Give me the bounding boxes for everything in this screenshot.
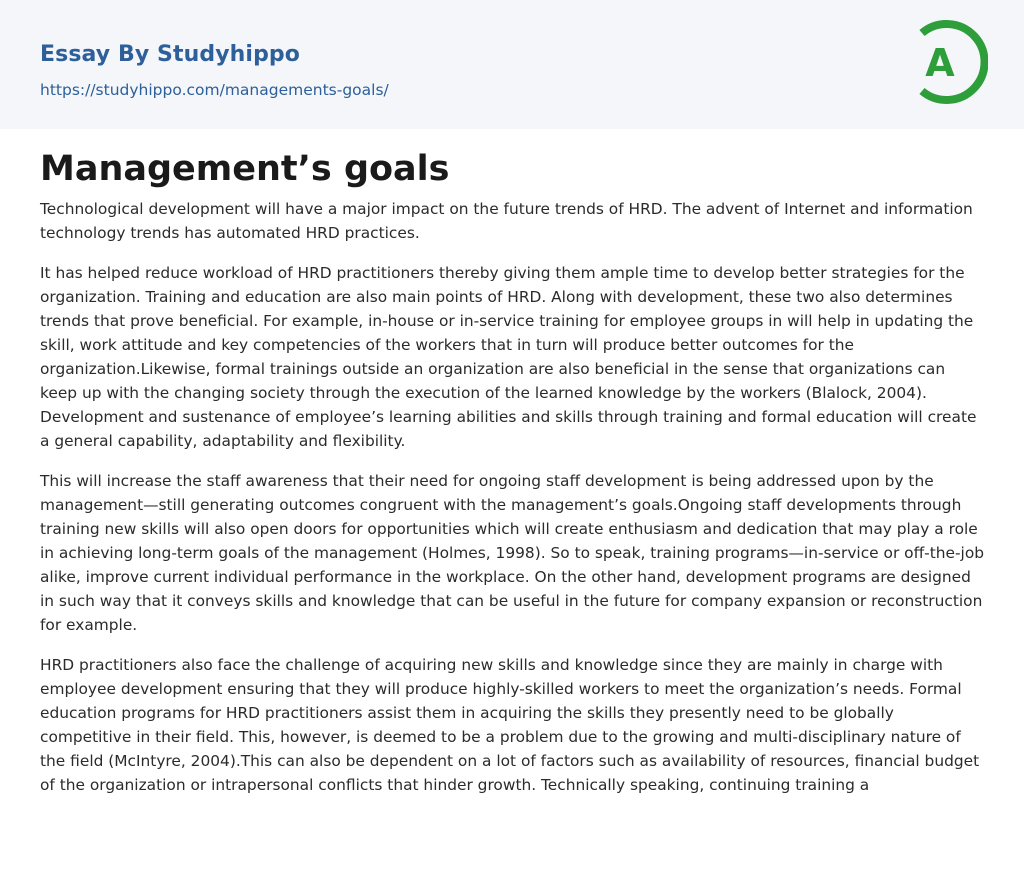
page-url-link[interactable]: https://studyhippo.com/managements-goals/ <box>40 81 389 99</box>
article-paragraph: Technological development will have a major impact on the future trends of HRD. The advent of Internet and information technology trends has automated HRD practices. <box>40 200 973 242</box>
site-header <box>0 0 1024 129</box>
studyhippo-logo-icon[interactable] <box>912 19 988 105</box>
brand-title: Essay By Studyhippo <box>40 42 300 67</box>
article-paragraph: HRD practitioners also face the challenge of acquiring new skills and knowledge since they are mainly in charge with employee development ensuring that they will produce highly-skilled workers to meet the organization’s needs. Formal education programs for HRD practitioners assist them in acquiring the skills they presently need to be globally competitive in their field. This, however, is deemed to be a problem due to the growing and multi-disciplinary nature of the field (McIntyre, 2004).This can also be dependent on a lot of factors such as availability of resources, financial budget of the organization or intrapersonal conflicts that hinder growth. Technically speaking, continuing training a <box>40 656 980 794</box>
article-paragraph: This will increase the staff awareness that their need for ongoing staff development is being addressed upon by the management—still generating outcomes congruent with the management’s goals.Ongoing staff developments through training new skills will also open doors for opportunities which will create enthusiasm and dedication that may play a role in achieving long-term goals of the management (Holmes, 1998). So to speak, training programs—in-service or off-the-job alike, improve current individual performance in the workplace. On the other hand, development programs are designed in such way that it conveys skills and knowledge that can be useful in the future for company expansion or reconstruction for example. <box>40 472 985 634</box>
logo-letter: A <box>925 41 955 85</box>
article-paragraph: It has helped reduce workload of HRD practitioners thereby giving them ample time to develop better strategies for the organization. Training and education are also main points of HRD. Along with development, these two also determines trends that prove beneficial. For example, in-house or in-service training for employee groups in will help in updating the skill, work attitude and key competencies of the workers that in turn will produce better outcomes for the organization.Likewise, formal trainings outside an organization are also beneficial in the sense that organizations can keep up with the changing society through the execution of the learned knowledge by the workers (Blalock, 2004). Development and sustenance of employee’s learning abilities and skills through training and formal education will create a general capability, adaptability and flexibility. <box>40 264 977 450</box>
article-title: Management’s goals <box>40 149 450 189</box>
article <box>0 129 1024 797</box>
